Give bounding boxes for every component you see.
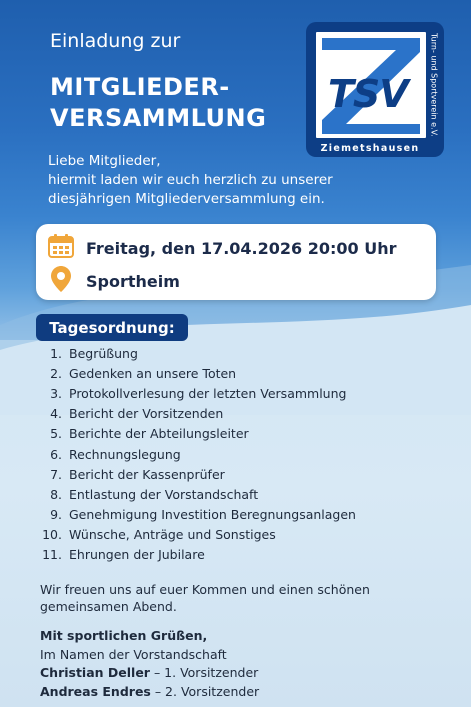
club-logo	[306, 22, 444, 157]
agenda-item: 7. Bericht der Kassenprüfer	[50, 466, 225, 482]
event-location-row	[48, 266, 180, 296]
event-info-card	[36, 224, 436, 300]
agenda-item: 8. Entlastung der Vorstandschaft	[50, 486, 259, 502]
closing-text	[40, 581, 370, 615]
logo-side-text: Turn- und Sportverein e.V.	[429, 33, 439, 137]
agenda-item: 5. Berichte der Abteilungsleiter	[50, 426, 249, 442]
agenda-item: 2. Gedenken an unsere Toten	[50, 365, 237, 381]
signatory-2-role: – 2. Vorsitzender	[150, 683, 260, 699]
logo-emblem	[314, 30, 428, 140]
agenda-item: 11. Ehrungen der Jubilare	[42, 547, 205, 563]
calendar-icon	[48, 234, 74, 262]
title-line-2: VERSAMMLUNG	[50, 104, 267, 132]
signatory-1	[40, 664, 259, 683]
intro-line-1: Liebe Mitglieder,	[48, 153, 161, 169]
event-date-row	[48, 234, 397, 262]
signatory-1-role: – 1. Vorsitzender	[149, 665, 259, 680]
agenda-heading: Tagesordnung:	[36, 314, 188, 341]
event-location: Sportheim	[86, 271, 180, 291]
title-line-1: MITGLIEDER-	[50, 73, 230, 101]
page-title	[50, 72, 266, 134]
on-behalf-line: Im Namen der Vorstandschaft	[40, 646, 227, 662]
agenda-item: 3. Protokollverlesung der letzten Versammlung	[50, 385, 347, 401]
agenda-item: 9. Genehmigung Investition Beregnungsanlagen	[50, 507, 356, 523]
intro-line-3: diesjährigen Mitgliederversammlung ein.	[48, 191, 325, 207]
logo-bottom-text: Ziemetshausen	[320, 143, 420, 154]
agenda-item: 1. Begrüßung	[50, 345, 138, 361]
closing-line-2: gemeinsamen Abend.	[40, 599, 177, 614]
signatory-2-name: Andreas Endres	[40, 683, 151, 699]
signature-block	[40, 627, 259, 701]
intro-text	[48, 152, 333, 209]
location-pin-icon	[48, 266, 71, 296]
intro-line-2: hiermit laden wir euch herzlich zu unserer	[48, 172, 333, 188]
signatory-2	[40, 683, 259, 702]
signatory-1-name: Christian Deller	[40, 665, 150, 680]
logo-letters: TSV	[328, 72, 408, 116]
greeting: Mit sportlichen Grüßen,	[40, 628, 208, 643]
agenda-item: 6. Rechnungslegung	[50, 446, 181, 462]
agenda-item: 4. Bericht der Vorsitzenden	[50, 406, 224, 422]
agenda-list	[38, 343, 356, 565]
agenda-item: 10. Wünsche, Anträge und Sonstiges	[42, 527, 276, 543]
invite-line: Einladung zur	[50, 30, 181, 52]
event-date-time: Freitag, den 17.04.2026 20:00 Uhr	[86, 238, 397, 258]
closing-line-1: Wir freuen uns auf euer Kommen und einen schönen	[40, 582, 370, 597]
